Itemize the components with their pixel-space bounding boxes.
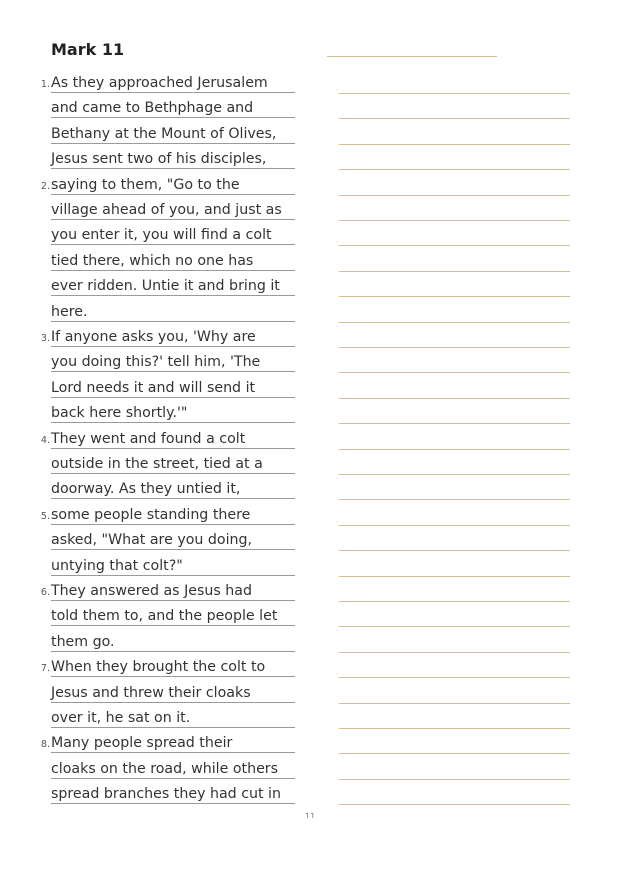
verse-text: doorway. As they untied it, — [51, 481, 241, 498]
handwriting-line[interactable] — [339, 449, 570, 450]
verse-text: Lord needs it and will send it — [51, 379, 256, 396]
verse-text: As they approached Jerusalem — [51, 74, 268, 91]
verse-line — [0, 703, 300, 728]
handwriting-line[interactable] — [339, 703, 570, 704]
verse-line — [0, 601, 300, 626]
verse-text: Jesus sent two of his disciples, — [51, 151, 267, 168]
verse-line — [0, 423, 300, 448]
verse-line — [0, 271, 300, 296]
verse-text: saying to them, "Go to the — [51, 176, 240, 193]
text-underline — [51, 803, 295, 804]
verse-line — [0, 753, 300, 778]
verse-line — [0, 576, 300, 601]
verse-text: them go. — [51, 633, 115, 650]
verse-text: you enter it, you will find a colt — [51, 227, 272, 244]
verse-line — [0, 550, 300, 575]
handwriting-line[interactable] — [339, 169, 570, 170]
handwriting-line[interactable] — [339, 525, 570, 526]
verse-line — [0, 779, 300, 804]
verse-text: and came to Bethphage and — [51, 100, 254, 117]
handwriting-line[interactable] — [339, 779, 570, 780]
verse-text: tied there, which no one has — [51, 252, 254, 269]
verse-line — [0, 347, 300, 372]
verse-line — [0, 525, 300, 550]
verse-line — [0, 398, 300, 423]
handwriting-line[interactable] — [339, 93, 570, 94]
verse-text: some people standing there — [51, 506, 251, 523]
verse-line — [0, 220, 300, 245]
verse-line — [0, 652, 300, 677]
handwriting-line[interactable] — [339, 804, 570, 805]
verse-line — [0, 499, 300, 524]
verse-text: over it, he sat on it. — [51, 709, 191, 726]
verse-line — [0, 93, 300, 118]
verse-text: asked, "What are you doing, — [51, 532, 253, 549]
verse-line — [0, 677, 300, 702]
handwriting-line[interactable] — [339, 576, 570, 577]
verse-number: 1. — [40, 78, 50, 90]
page-number: 11 — [305, 812, 316, 818]
verse-line — [0, 169, 300, 194]
handwriting-line[interactable] — [339, 626, 570, 627]
handwriting-line[interactable] — [339, 144, 570, 145]
verse-text: village ahead of you, and just as — [51, 201, 282, 218]
handwriting-line[interactable] — [339, 474, 570, 475]
verse-number: 8. — [40, 739, 50, 751]
scripture-text-column — [0, 0, 310, 883]
verse-number: 5. — [40, 510, 50, 522]
verse-text: When they brought the colt to — [51, 659, 266, 676]
verse-text: here. — [51, 303, 88, 320]
handwriting-line[interactable] — [339, 677, 570, 678]
verse-number: 3. — [40, 332, 50, 344]
handwriting-line[interactable] — [339, 118, 570, 119]
handwriting-line[interactable] — [339, 753, 570, 754]
verse-text: If anyone asks you, 'Why are — [51, 328, 256, 345]
verse-text: back here shortly.'" — [51, 405, 188, 422]
verse-number: 4. — [40, 434, 50, 446]
handwriting-line[interactable] — [339, 296, 570, 297]
verse-number: 2. — [40, 180, 50, 192]
handwriting-line[interactable] — [339, 652, 570, 653]
verse-text: you doing this?' tell him, 'The — [51, 354, 261, 371]
verse-text: outside in the street, tied at a — [51, 455, 263, 472]
verse-line — [0, 322, 300, 347]
verse-number: 7. — [40, 663, 50, 675]
handwriting-line[interactable] — [339, 499, 570, 500]
handwriting-line[interactable] — [339, 423, 570, 424]
verse-text: Jesus and threw their cloaks — [51, 684, 251, 701]
verse-text: Many people spread their — [51, 735, 233, 752]
verse-line — [0, 68, 300, 93]
verse-line — [0, 118, 300, 143]
title-write-line — [327, 56, 497, 57]
handwriting-line[interactable] — [339, 220, 570, 221]
verse-text: They answered as Jesus had — [51, 582, 252, 599]
handwriting-line[interactable] — [339, 372, 570, 373]
verse-text: told them to, and the people let — [51, 608, 278, 625]
verse-text: ever ridden. Untie it and bring it — [51, 278, 280, 295]
handwriting-line[interactable] — [339, 398, 570, 399]
handwriting-line[interactable] — [339, 601, 570, 602]
handwriting-line[interactable] — [339, 245, 570, 246]
verse-line — [0, 245, 300, 270]
verse-number: 6. — [40, 586, 50, 598]
verse-text: untying that colt?" — [51, 557, 183, 574]
verse-line — [0, 449, 300, 474]
verse-text: spread branches they had cut in — [51, 786, 281, 803]
verse-text: Bethany at the Mount of Olives, — [51, 125, 277, 142]
verse-line — [0, 728, 300, 753]
handwriting-line[interactable] — [339, 550, 570, 551]
verse-line — [0, 474, 300, 499]
handwriting-line[interactable] — [339, 271, 570, 272]
verse-line — [0, 296, 300, 321]
verse-line — [0, 372, 300, 397]
handwriting-line[interactable] — [339, 322, 570, 323]
handwriting-line[interactable] — [339, 195, 570, 196]
verse-text: They went and found a colt — [51, 430, 246, 447]
handwriting-line[interactable] — [339, 728, 570, 729]
verse-line — [0, 144, 300, 169]
page-title: Mark 11 — [51, 40, 125, 59]
verse-line — [0, 195, 300, 220]
handwriting-line[interactable] — [339, 347, 570, 348]
verse-line — [0, 626, 300, 651]
verse-text: cloaks on the road, while others — [51, 760, 279, 777]
